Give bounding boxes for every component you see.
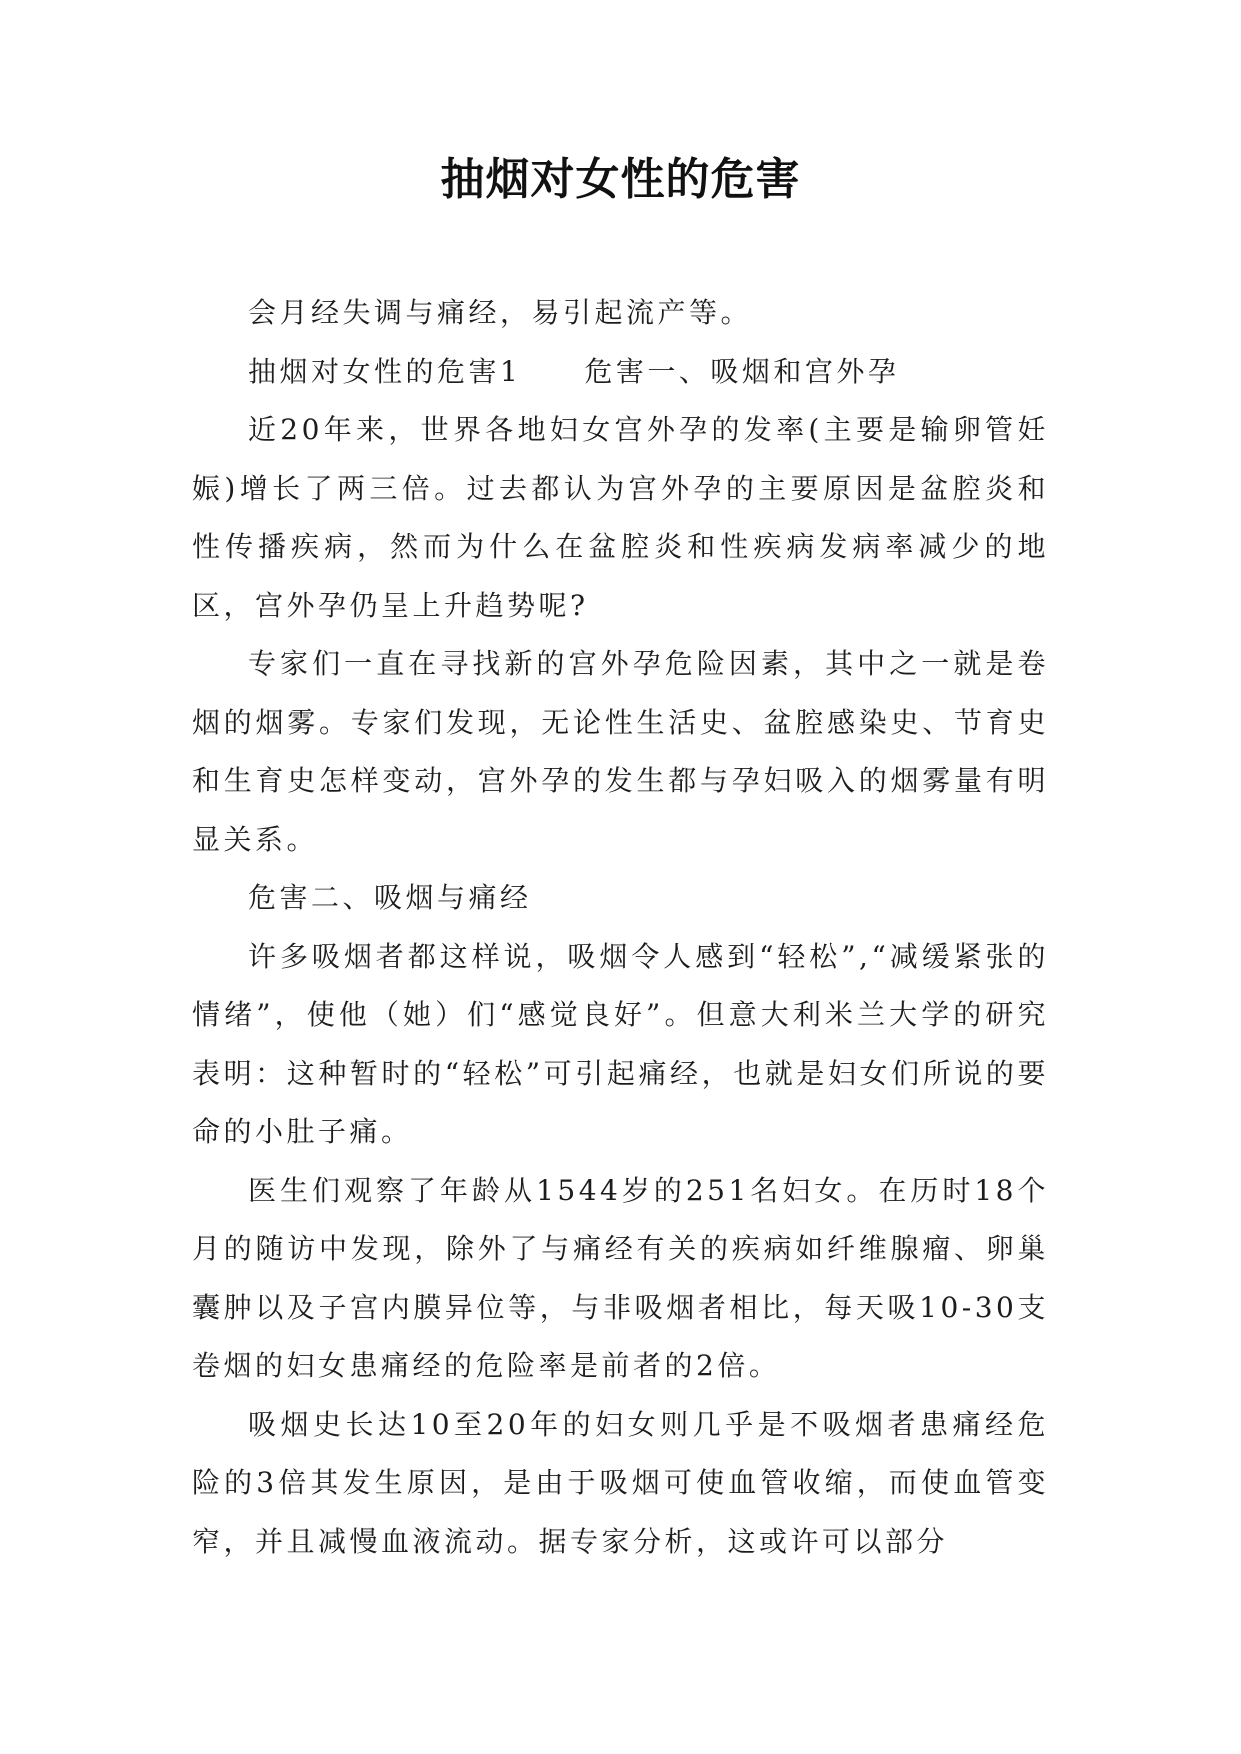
- paragraph-1: 会月经失调与痛经，易引起流产等。: [248, 296, 753, 329]
- document-title: 抽烟对女性的危害: [440, 154, 801, 205]
- paragraph-7: 医生们观察了年龄从1544岁的251名妇女。在历时18个月的随访中发现，除外了与痛经有关的疾病如纤维腺瘤、卵巢囊肿以及子宫内膜异位等，与非吸烟者相比，每天吸10-30支卷烟的妇女患痛经的危险率是前者的2倍。: [192, 1173, 1049, 1382]
- paragraph-8: 吸烟史长达10至20年的妇女则几乎是不吸烟者患痛经危险的3倍其发生原因，是由于吸烟可使血管收缩，而使血管变窄，并且减慢血液流动。据专家分析，这或许可以部分: [192, 1407, 1049, 1558]
- paragraph-3: 近20年来，世界各地妇女宫外孕的发率(主要是输卵管妊娠)增长了两三倍。过去都认为宫外孕的主要原因是盆腔炎和性传播疾病，然而为什么在盆腔炎和性疾病发病率减少的地区，宫外孕仍呈上升趋势呢?: [192, 413, 1049, 622]
- document-body: [192, 284, 1049, 1571]
- paragraph-6: 许多吸烟者都这样说，吸烟令人感到“轻松”,“减缓紧张的情绪”，使他（她）们“感觉良好”。但意大利米兰大学的研究表明：这种暂时的“轻松”可引起痛经，也就是妇女们所说的要命的小肚子痛。: [192, 939, 1049, 1148]
- paragraph-4: 专家们一直在寻找新的宫外孕危险因素，其中之一就是卷烟的烟雾。专家们发现，无论性生活史、盆腔感染史、节育史和生育史怎样变动，宫外孕的发生都与孕妇吸入的烟雾量有明显关系。: [192, 647, 1049, 856]
- paragraph-2: 抽烟对女性的危害1 危害一、吸烟和宫外孕: [248, 354, 900, 388]
- paragraph-5: 危害二、吸烟与痛经: [248, 881, 532, 914]
